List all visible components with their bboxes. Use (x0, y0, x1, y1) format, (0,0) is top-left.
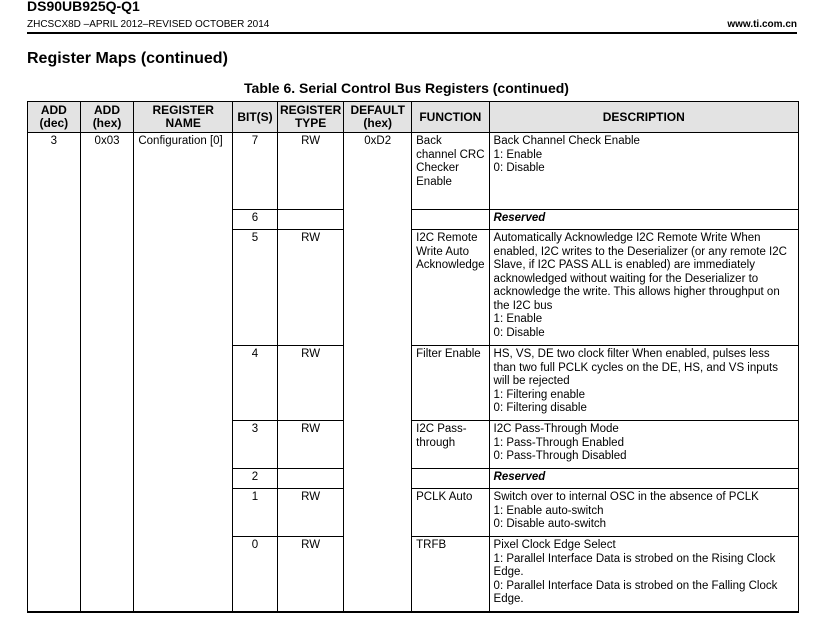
register-type-cell: RW (277, 421, 343, 469)
table-row (28, 133, 799, 210)
description-line: Reserved (493, 471, 546, 483)
register-type-cell: RW (277, 489, 343, 537)
description-line: 1: Enable auto-switch (493, 504, 604, 517)
description-line: Back Channel Check Enable (493, 135, 640, 147)
register-type-cell: RW (277, 230, 343, 346)
header-function: FUNCTION (412, 102, 489, 133)
register-type-cell: RW (277, 346, 343, 421)
document-code: ZHCSCX8D –APRIL 2012–REVISED OCTOBER 2014 (27, 19, 270, 30)
function-cell: I2C Pass-through (412, 421, 489, 469)
description-line: 0: Disable auto-switch (493, 518, 607, 530)
header-bits: BIT(S) (233, 102, 278, 133)
description-line: 0: Parallel Interface Data is strobed on the Falling Clock Edge. (493, 579, 778, 605)
function-cell: I2C Remote Write Auto Acknowledge (412, 230, 489, 346)
header-default: DEFAULT (hex) (344, 102, 412, 133)
description-line: 1: Pass-Through Enabled (493, 436, 624, 449)
description-line: 1: Parallel Interface Data is strobed on the Rising Clock Edge. (493, 552, 776, 578)
document-title: DS90UB925Q-Q1 (27, 0, 140, 14)
table-title: Table 6. Serial Control Bus Registers (continued) (244, 80, 569, 96)
register-table (27, 101, 799, 613)
bit-cell: 4 (233, 346, 278, 421)
description-cell (489, 537, 798, 612)
table-header-row (28, 102, 799, 133)
description-line: 0: Filtering disable (493, 402, 587, 414)
add-dec-cell: 3 (28, 133, 81, 612)
register-type-cell: RW (277, 537, 343, 612)
description-line: Switch over to internal OSC in the absence of PCLK (493, 491, 759, 503)
description-cell (489, 133, 798, 210)
header-register-name: REGISTER NAME (134, 102, 233, 133)
description-line: I2C Pass-Through Mode (493, 423, 619, 435)
description-line: 0: Disable (493, 162, 545, 174)
description-line: 0: Disable (493, 326, 545, 339)
description-line: Automatically Acknowledge I2C Remote Write When enabled, I2C writes to the Deserializer (or any remote I2C Slave, if I2C PASS ALL is enabled) are immediately acknowledged without waiting for the Deserializer to acknowledge the write. This allows higher throughput on the I2C bus (493, 232, 787, 312)
register-type-cell: RW (277, 133, 343, 210)
function-cell: Filter Enable (412, 346, 489, 421)
function-cell: Back channel CRC Checker Enable (412, 133, 489, 210)
bit-cell: 7 (233, 133, 278, 210)
header-add-hex: ADD (hex) (80, 102, 134, 133)
register-name-cell: Configuration [0] (134, 133, 233, 612)
description-line: Reserved (493, 212, 546, 224)
function-cell: PCLK Auto (412, 489, 489, 537)
description-cell (489, 489, 798, 537)
description-line: Pixel Clock Edge Select (493, 539, 616, 551)
bit-cell: 6 (233, 210, 278, 230)
function-cell (412, 210, 489, 230)
header-rule (27, 32, 797, 34)
function-cell: TRFB (412, 537, 489, 612)
description-cell (489, 230, 798, 346)
header-description: DESCRIPTION (489, 102, 798, 133)
add-hex-cell: 0x03 (80, 133, 134, 612)
register-type-cell (277, 469, 343, 489)
description-line: HS, VS, DE two clock filter When enabled, pulses less than two full PCLK cycles on the DE, HS, and VS inputs will be rejected (493, 348, 778, 387)
register-type-cell (277, 210, 343, 230)
site-url[interactable]: www.ti.com.cn (727, 19, 797, 30)
description-cell (489, 421, 798, 469)
description-cell (489, 210, 798, 230)
bit-cell: 5 (233, 230, 278, 346)
bit-cell: 2 (233, 469, 278, 489)
header-register-type: REGISTER TYPE (277, 102, 343, 133)
description-line: 1: Enable (493, 313, 543, 325)
bit-cell: 3 (233, 421, 278, 469)
description-line: 1: Enable (493, 148, 543, 161)
description-line: 0: Pass-Through Disabled (493, 450, 627, 462)
description-cell (489, 469, 798, 489)
bit-cell: 1 (233, 489, 278, 537)
bit-cell: 0 (233, 537, 278, 612)
default-cell: 0xD2 (344, 133, 412, 612)
section-title: Register Maps (continued) (27, 50, 228, 67)
description-line: 1: Filtering enable (493, 388, 585, 401)
header-add-dec: ADD (dec) (28, 102, 81, 133)
function-cell (412, 469, 489, 489)
description-cell (489, 346, 798, 421)
